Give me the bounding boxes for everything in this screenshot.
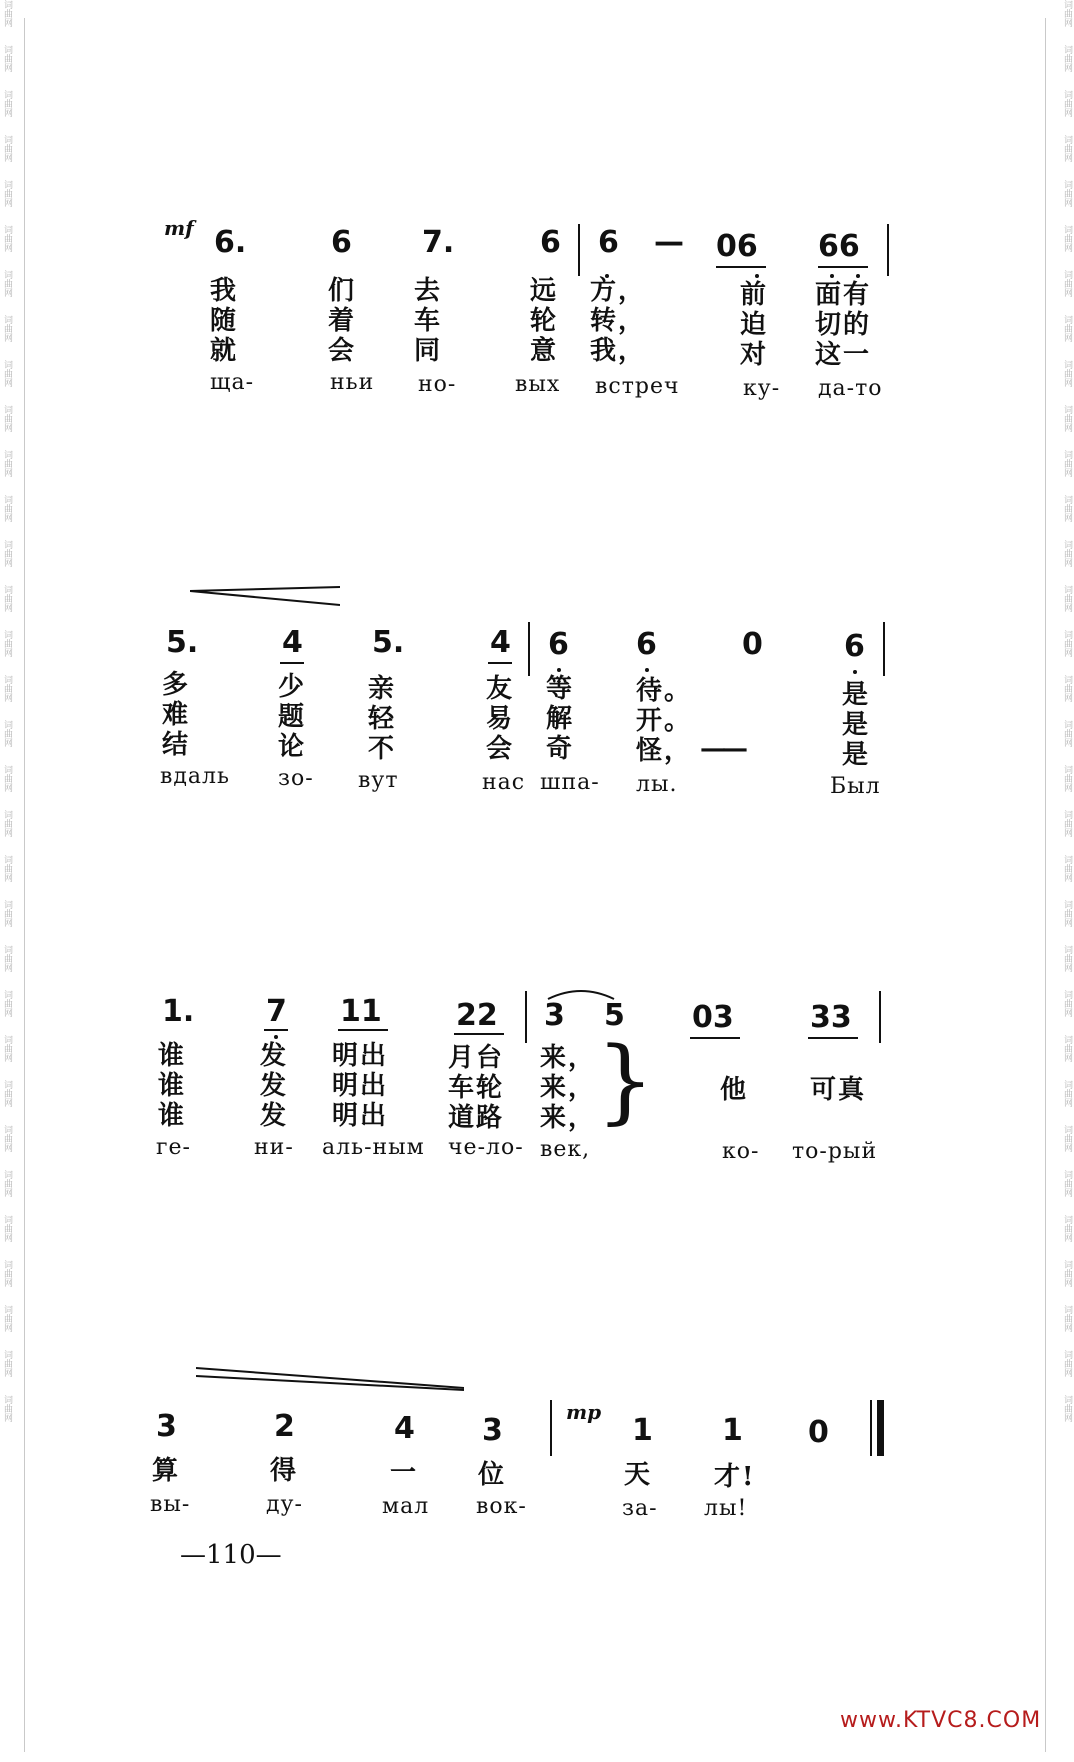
note: 7. xyxy=(422,225,455,260)
lyric-russian: то-рый xyxy=(792,1139,878,1164)
note: 3 xyxy=(482,1413,503,1448)
lyric-v3: 是 xyxy=(842,740,871,770)
note: 0 xyxy=(808,1415,829,1450)
note: 0 xyxy=(742,627,763,662)
lyric-v1: 才! xyxy=(714,1462,756,1492)
lyric-russian: зо- xyxy=(278,766,314,791)
lyric-v1: 多 xyxy=(162,670,191,700)
low-octave-dot xyxy=(645,668,649,672)
barline xyxy=(525,991,527,1043)
note: 11 xyxy=(340,994,382,1029)
lyric-v2: 来， xyxy=(540,1073,597,1103)
lyric-v1: 明出 xyxy=(332,1041,389,1071)
barline xyxy=(879,991,881,1043)
lyric-russian: вок- xyxy=(476,1494,527,1519)
barline xyxy=(883,622,885,676)
lyric-v3: 这一 xyxy=(815,340,872,370)
note: 4 xyxy=(394,1411,415,1446)
left-margin-rule xyxy=(24,18,25,1752)
barline xyxy=(578,224,580,276)
lyric-v2: 迫 xyxy=(740,310,769,340)
lyric-v1: 得 xyxy=(270,1456,299,1486)
lyric-russian: шпа- xyxy=(540,770,600,795)
lyric-russian: ко- xyxy=(722,1139,760,1164)
lyric-v1: 待。 xyxy=(636,676,693,706)
right-watermark-strip: 词曲网 词曲网 词曲网 词曲网 词曲网 词曲网 词曲网 词曲网 词曲网 词曲网 词曲网 词曲网 词曲网 词曲网 词曲网 词曲网 词曲网 词曲网 词曲网 词曲网 词曲网 词曲网 词曲网 词曲网 词曲网 词曲网 词曲网 词曲网 词曲网 词曲网 词曲网 词曲网 xyxy=(1062,0,1072,1422)
barline xyxy=(528,622,530,676)
eighth-underline xyxy=(690,1037,740,1039)
lyric-v1: 月台 xyxy=(448,1043,505,1073)
note: 4 xyxy=(490,625,511,660)
lyric-v2: 切的 xyxy=(815,310,872,340)
lyric-v2: 转， xyxy=(590,306,647,336)
lyric-v1: 天 xyxy=(624,1460,653,1490)
lyric-v2: 解 xyxy=(546,704,575,734)
barline xyxy=(887,224,889,276)
lyric-v3: 意 xyxy=(530,336,559,366)
page-number: —110— xyxy=(180,1540,282,1570)
lyric-v2: 车 xyxy=(414,306,443,336)
final-barline xyxy=(877,1400,884,1456)
note: 6 xyxy=(844,629,865,664)
lyric-russian: да-то xyxy=(818,376,883,401)
lyric-v3: 谁 xyxy=(158,1101,187,1131)
eighth-underline xyxy=(280,662,304,664)
lyric-v1: 等 xyxy=(546,674,575,704)
lyric-v1: 算 xyxy=(152,1456,181,1486)
note: 4 xyxy=(282,625,303,660)
lyric-russian: аль-ным xyxy=(322,1135,425,1160)
note: 6. xyxy=(214,225,247,260)
lyric-v3: 发 xyxy=(260,1101,289,1131)
note: 6 xyxy=(598,225,619,260)
lyric-v2: 车轮 xyxy=(448,1073,505,1103)
barline xyxy=(870,1400,872,1456)
note: 1 xyxy=(722,1413,743,1448)
left-watermark-strip: 词曲网 词曲网 词曲网 词曲网 词曲网 词曲网 词曲网 词曲网 词曲网 词曲网 词曲网 词曲网 词曲网 词曲网 词曲网 词曲网 词曲网 词曲网 词曲网 词曲网 词曲网 词曲网 词曲网 词曲网 词曲网 词曲网 词曲网 词曲网 词曲网 词曲网 词曲网 词曲网 xyxy=(2,0,12,1422)
lyric-v1: 少 xyxy=(278,672,307,702)
lyric-russian: ща- xyxy=(210,370,255,395)
eighth-underline xyxy=(808,1037,858,1039)
note: 1. xyxy=(162,994,195,1029)
note: 66 xyxy=(818,229,860,264)
lyric-russian: лы. xyxy=(636,772,678,797)
eighth-underline xyxy=(454,1033,504,1035)
lyric-russian: ге- xyxy=(156,1135,191,1160)
lyric-v1: 远 xyxy=(530,276,559,306)
lyric-russian: встреч xyxy=(595,374,680,399)
lyric-v1: 去 xyxy=(414,276,443,306)
lyric-russian: ду- xyxy=(266,1492,303,1517)
right-margin-rule xyxy=(1045,18,1046,1752)
low-octave-dot xyxy=(274,1035,278,1039)
dynamic-marking: mf xyxy=(164,216,194,240)
lyric-v1: 面有 xyxy=(815,280,872,310)
lyric-russian: нас xyxy=(482,770,526,795)
lyric-v3: 会 xyxy=(486,734,515,764)
note: 2 xyxy=(274,1409,295,1444)
lyric-v3: 明出 xyxy=(332,1101,389,1131)
lyric-v2: 轮 xyxy=(530,306,559,336)
lyric-russian: Был xyxy=(830,774,881,799)
note: 7 xyxy=(266,994,287,1029)
note: 22 xyxy=(456,998,498,1033)
lyric-v3: 结 xyxy=(162,730,191,760)
lyric-russian: вут xyxy=(358,768,399,793)
lyric-russian: ни- xyxy=(254,1135,294,1160)
lyric-russian: че-ло- xyxy=(448,1135,524,1160)
lyric-refrain: 可真 xyxy=(810,1075,867,1105)
lyric-russian: век, xyxy=(540,1137,591,1162)
lyric-v2: 轻 xyxy=(368,704,397,734)
lyric-v1: 来， xyxy=(540,1043,597,1073)
lyric-v1: 位 xyxy=(478,1460,507,1490)
lyric-russian: вы- xyxy=(150,1492,191,1517)
lyric-v1: 友 xyxy=(486,674,515,704)
lyric-v2: 着 xyxy=(328,306,357,336)
lyric-v3: 就 xyxy=(210,336,239,366)
lyric-v2: 谁 xyxy=(158,1071,187,1101)
low-octave-dot xyxy=(856,274,860,278)
lyric-v1: 发 xyxy=(260,1041,289,1071)
lyric-v1: 是 xyxy=(842,680,871,710)
lyric-v3: 奇 xyxy=(546,734,575,764)
lyric-v2: 明出 xyxy=(332,1071,389,1101)
lyric-v2: 易 xyxy=(486,704,515,734)
note: 5 xyxy=(604,998,625,1033)
lyric-russian: за- xyxy=(622,1496,658,1521)
note: 5. xyxy=(372,625,405,660)
lyric-russian: ку- xyxy=(743,376,781,401)
lyric-russian: но- xyxy=(418,372,457,397)
dynamic-marking: mp xyxy=(566,1400,602,1424)
note: 3 xyxy=(544,998,565,1033)
note: 33 xyxy=(810,1000,852,1035)
decrescendo-hairpin xyxy=(190,585,340,609)
low-octave-dot xyxy=(755,274,759,278)
note: 6 xyxy=(331,225,352,260)
lyric-v2: 是 xyxy=(842,710,871,740)
lyric-v1: 亲 xyxy=(368,674,397,704)
eighth-underline xyxy=(338,1029,388,1031)
lyric-v1: 我 xyxy=(210,276,239,306)
lyric-v3: 我， xyxy=(590,336,647,366)
lyric-v2: 难 xyxy=(162,700,191,730)
verse-brace: } xyxy=(596,1027,655,1134)
note: 6 xyxy=(548,627,569,662)
lyric-v1: 前 xyxy=(740,280,769,310)
lyric-dash: —— xyxy=(700,734,744,764)
lyric-v3: 会 xyxy=(328,336,357,366)
lyric-russian: мал xyxy=(382,1494,430,1519)
low-octave-dot xyxy=(853,670,857,674)
lyric-v3: 对 xyxy=(740,340,769,370)
lyric-v2: 题 xyxy=(278,702,307,732)
note: 3 xyxy=(156,1409,177,1444)
lyric-v1: 一 xyxy=(390,1458,419,1488)
note: 6 xyxy=(540,225,561,260)
lyric-v3: 来， xyxy=(540,1103,597,1133)
lyric-v3: 怪， xyxy=(636,736,693,766)
lyric-v2: 发 xyxy=(260,1071,289,1101)
lyric-v3: 论 xyxy=(278,732,307,762)
lyric-v2: 开。 xyxy=(636,706,693,736)
lyric-v3: 同 xyxy=(414,336,443,366)
lyric-refrain: 他 xyxy=(720,1075,749,1105)
note: 06 xyxy=(716,229,758,264)
site-watermark: www.KTVC8.COM xyxy=(840,1708,1042,1733)
decrescendo-hairpin xyxy=(196,1362,464,1392)
note: 5. xyxy=(166,625,199,660)
eighth-underline xyxy=(818,266,868,268)
lyric-v3: 不 xyxy=(368,734,397,764)
lyric-v1: 方， xyxy=(590,276,647,306)
note: 6 xyxy=(636,627,657,662)
dash-extension: — xyxy=(654,225,684,260)
eighth-underline xyxy=(488,662,512,664)
note: 03 xyxy=(692,1000,734,1035)
lyric-russian: вых xyxy=(515,372,561,397)
lyric-russian: лы! xyxy=(704,1496,748,1521)
lyric-russian: ньи xyxy=(330,370,375,395)
lyric-v2: 随 xyxy=(210,306,239,336)
barline xyxy=(550,1400,552,1456)
lyric-russian: вдаль xyxy=(160,764,231,789)
eighth-underline xyxy=(264,1029,288,1031)
lyric-v1: 们 xyxy=(328,276,357,306)
note: 1 xyxy=(632,1413,653,1448)
lyric-v1: 谁 xyxy=(158,1041,187,1071)
low-octave-dot xyxy=(830,274,834,278)
lyric-v3: 道路 xyxy=(448,1103,505,1133)
eighth-underline xyxy=(716,266,766,268)
low-octave-dot xyxy=(557,668,561,672)
